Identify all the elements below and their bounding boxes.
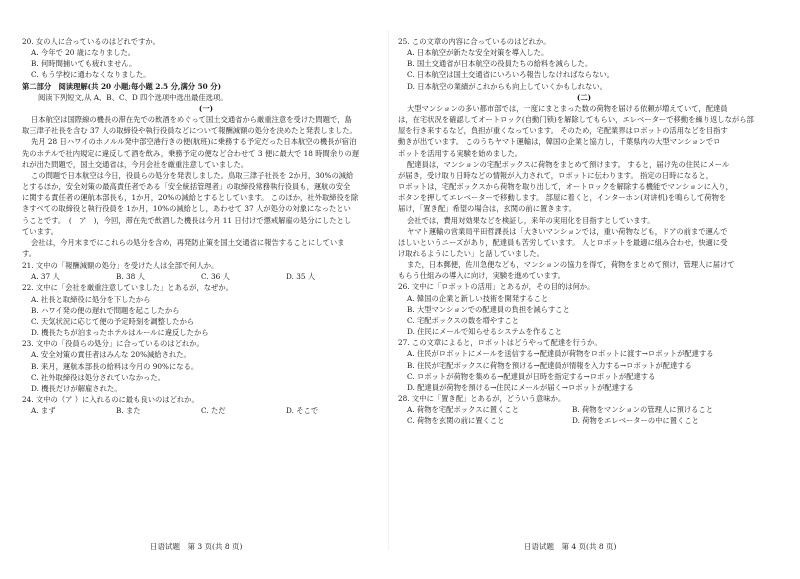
- q28-option-a: A. 荷物を宅配ボックスに置くこと: [407, 405, 519, 415]
- passage-1-line: 取三津子社長を含む 37 人の取締役や執行役員などについて報酬減額の処分を決めたと発表しました。: [22, 126, 357, 136]
- q28-stem: 28. 文中に「置き配」とあるが，どういう意味か。: [398, 394, 566, 403]
- q24-stem: 24. 文中の（ア ）に入れるのに最も良いのはどれか。: [22, 395, 199, 404]
- passage-1-line: 先月 28 日ハワイのホノルル発中部空港行きの便(航班)に乗務する予定だった日本航空の機長が宿泊: [31, 137, 357, 147]
- q21-option-c: C. 36 人: [201, 272, 230, 282]
- passage-2-line: 大型マンションの多い都市部では，一度にまとまった数の荷物を届ける依頼が増えていて，配達員: [407, 103, 728, 113]
- q28-options-row2: [398, 415, 770, 426]
- q22-option-a: A. 社長と取締役に処分を下したから: [31, 294, 151, 304]
- q25-stem: 25. この文章の内容に合っているのはどれか。: [398, 37, 551, 46]
- q26-option-b: B. 大型マンションでの配達員の負担を減らすこと: [407, 304, 570, 314]
- passage-2-line: け取れるようにしたい」と話していました。: [398, 248, 544, 258]
- q23-option-a: A. 安全対策の責任者はみんな 20%減給された。: [31, 350, 191, 360]
- passage-1-line: ています。: [22, 226, 58, 236]
- passage-1-line: す。: [22, 248, 37, 258]
- q20-option-b: B. 何時間捕いても疲れません。: [31, 59, 137, 69]
- passage-2-line: 動きが出ています。 このうちヤマト運輸は，韓国の企業と協力し，千葉県内の大型マンションでロ: [398, 137, 721, 147]
- passage-2-line: ほしいというニーズがあり，配達員も苦労しています。 人とロボットを最適に組み合わせ，快適に受: [398, 237, 728, 247]
- section-header: 第二部分 阅读理解(共 20 小题;每小题 2.5 分,满分 50 分): [22, 81, 222, 91]
- passage-1-line: きすべての取締役と執行役員を 1か月，10%の減給とし，あわせて 37 人が処分の対象になったとい: [22, 204, 351, 214]
- passage-1-line: この問題で日本航空は今日，役員らの処分を発表しました。鳥取三津子社長を 2か月，30%の減給: [31, 170, 354, 180]
- q24-option-a: A. まず: [31, 406, 56, 416]
- q20-option-c: C. もう学校に通わなくなりました。: [31, 70, 151, 80]
- q21-option-d: D. 35 人: [286, 272, 316, 282]
- passage-1-line: 日本航空は国際線の機長の滞在先での飲酒をめぐって国土交通省から厳重注意を受けた問題で，島: [31, 115, 352, 125]
- q22-option-c: C. 天気状況に応じて便の予定時刻を調整したから: [31, 316, 195, 326]
- passage-2-line: 会社では，費用対効果などを検証し，来年の実用化を目指すとしています。: [407, 215, 655, 225]
- q24-options: [22, 405, 390, 416]
- q27-option-a: A. 住民がロボットにメールを送信する→配達員が荷物をロボットに渡す→ロボットが配達する: [407, 349, 714, 359]
- passage-2-line: また，日本郵便，佐川急便なども，マンションの協力を得て，荷物をまとめて預け，管理人に届けて: [407, 260, 735, 270]
- q25-option-c: C. 日本航空は国土交通省にいろいろ報告しなければならない。: [407, 70, 614, 80]
- passage-1-line: とするほか，安全対策の最高責任者である「安全統括管理者」の取締役常務執行役員も，運航の安全: [22, 182, 351, 192]
- q27-option-b: B. 住民が宅配ボックスに荷物を預ける→配達員が情報を入力する→ロボットが配達する: [407, 360, 692, 370]
- q24-option-b: B. また: [116, 406, 141, 416]
- q26-option-a: A. 韓国の企業と新しい技術を開発すること: [407, 293, 549, 303]
- passage-1-line: 先のホテルで社内規定に違反して酒を飲み，乗務予定の便など合わせて 3 便に最大で 18 時間余りの遅: [22, 148, 360, 158]
- footer-left-page-number: 日语试题 第 3 页(共 8 页): [150, 542, 243, 551]
- q27-option-c: C. ロボットが荷物を集める→配達員が日時を指定する→ロボットが配達する: [407, 371, 656, 381]
- q23-option-d: D. 機長だけが解雇された。: [31, 383, 122, 393]
- q25-option-b: B. 国土交通省が日本航空の役員たちの給料を減らした。: [407, 59, 593, 69]
- q26-option-d: D. 住民にメールで知らせるシステムを作ること: [407, 327, 563, 337]
- footer-right-page-number: 日语试题 第 4 页(共 8 页): [524, 542, 617, 551]
- q21-options: [22, 271, 390, 282]
- passage-2-line: ロボットは，宅配ボックスから荷物を取り出して，オートロックを解除する機能でマンションに入り，: [398, 182, 733, 192]
- passage-2-line: 屋を行き来するなど，負担が重くなっています。 そのため，宅配業界はロボットの活用などを目指す: [398, 126, 728, 136]
- passage-2-line: ボタンを押してエレベーターで移動します。 部屋に着くと，インターホン(对讲机)を鳴らして荷物を: [398, 193, 727, 203]
- q28-option-d: D. 荷物をエレベーターの中に置くこと: [572, 416, 699, 426]
- q21-option-a: A. 37 人: [31, 272, 60, 282]
- passage-1-line: れが出た問題で，国土交通省は，今月会社を厳重注意していました。: [22, 159, 249, 169]
- passage-1-title: (一): [198, 103, 214, 113]
- q23-option-c: C. 社外取締役は処分されていなかった。: [31, 372, 166, 382]
- passage-2-line: は，在宅状況を確認してオートロック(自動门锁)を解除してもらい，エレベーターで移動を繰り返しながら部: [398, 115, 754, 125]
- q28-options-row1: [398, 404, 770, 415]
- q23-stem: 23. 文中の「役員らの処分」に合っているのはどれか。: [22, 339, 204, 349]
- passage-2-title: (二): [576, 92, 592, 102]
- q25-option-d: D. 日本航空の業績がこれからも向上していくかもしれない。: [407, 81, 607, 91]
- passage-1-line: うことです。 ( ア )，今回，滞在先で飲酒した機長は今月 11 日付けで懲戒解雇の処分にしたとし: [22, 215, 352, 225]
- q23-option-b: B. 来月，運航本部長の給料は今月の 90%になる。: [31, 361, 199, 371]
- q22-stem: 22. 文中に「会社を厳重注意していました」とあるが，なぜか。: [22, 283, 233, 293]
- q21-option-b: B. 38 人: [116, 272, 145, 282]
- q22-option-d: D. 機長たちが泊まったホテルはルールに違反したから: [31, 328, 209, 338]
- q26-option-c: C. 宅配ボックスの数を増やすこと: [407, 315, 520, 325]
- section-instructions: 阅读下列短文,从 A、B、C、D 四个选项中选出最佳选项。: [38, 92, 228, 102]
- q24-option-d: D. そこで: [286, 406, 319, 416]
- q27-stem: 27. この文章によると，ロボットはどうやって配達を行うか。: [398, 338, 602, 348]
- q25-option-a: A. 日本航空が新たな安全対策を導入した。: [407, 48, 549, 58]
- q27-option-d: D. 配達員が荷物を預ける→住民にメールが届く→ロボットが配達する: [407, 382, 634, 392]
- passage-2-line: ヤマト運輸の営業局平田哲課長は「大きいマンションでは，重い荷物なども，ドアの前まで運んで: [407, 226, 728, 236]
- q22-option-b: B. ハワイ発の便の遅れで問題を起こしたから: [31, 305, 180, 315]
- passage-2-line: が届き，受け取り日時などの情報が入力されて，ロボットに伝わります。 指定の日時になると，: [398, 170, 714, 180]
- q28-option-b: B. 荷物をマンションの管理人に預けること: [572, 405, 714, 415]
- passage-2-line: 配達員は，マンションの宅配ボックスに荷物をまとめて預けます。 すると，届け先の住民にメール: [407, 159, 730, 169]
- right-page: [398, 36, 770, 426]
- q26-stem: 26. 文中に「ロボットの活用」とあるが，その目的は何か。: [398, 282, 595, 292]
- q28-option-c: C. 荷物を玄関の前に置くこと: [407, 416, 505, 426]
- passage-2-line: もらう仕組みの導入に向け，実験を進めています。: [398, 271, 565, 281]
- q21-stem: 21. 文中の「報酬減額の処分」を受けた人は全部で何人か。: [22, 261, 219, 271]
- passage-1-line: 会社は，今月末までにこれらの処分を含め，再発防止策を国土交通省に報告することにしていま: [31, 237, 345, 247]
- q20-stem: 20. 女の人に合っているのはどれですか。: [22, 37, 160, 46]
- q24-option-c: C. ただ: [201, 406, 226, 416]
- left-page: [22, 36, 390, 416]
- passage-1-line: に関する責任者の運航本部長も，1か月，20%の減給とするとしています。 このほか，社外取締役を除: [22, 193, 359, 203]
- passage-2-line: 届け，「置き配」希望の場合は，玄関の前に置きます。: [398, 204, 576, 214]
- q20-option-a: A. 今年で 20 歳になりました。: [31, 48, 136, 58]
- passage-2-line: ボットを活用する実験を始めました。: [398, 148, 523, 158]
